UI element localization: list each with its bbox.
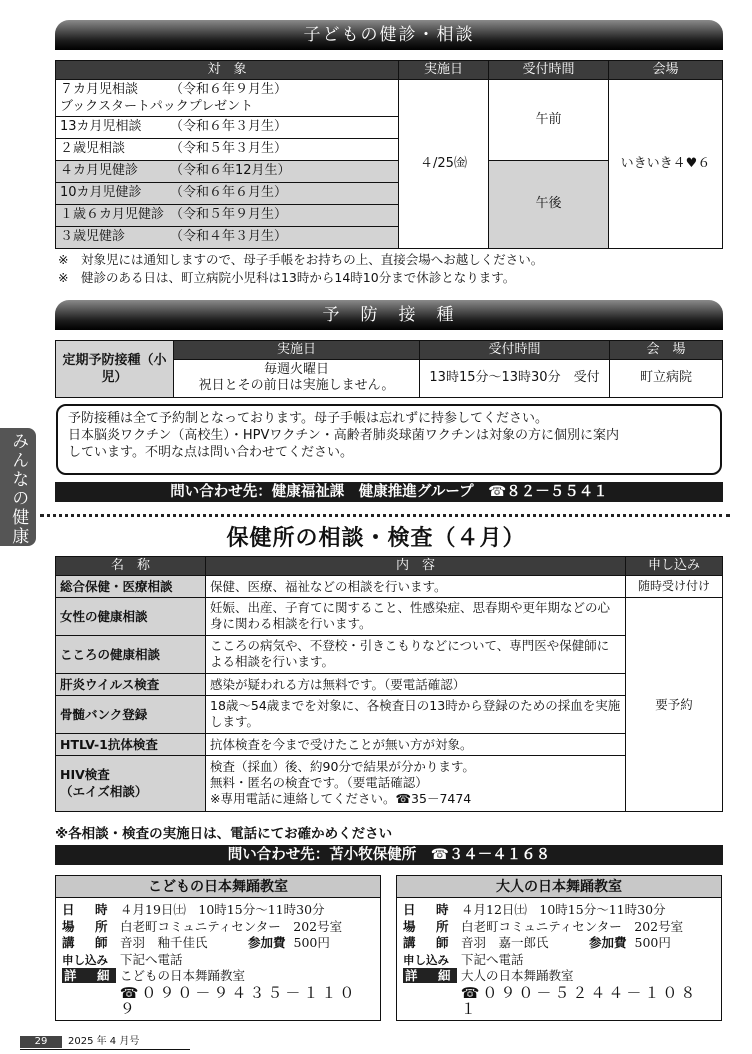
adult-dance-box <box>396 875 722 1021</box>
vaccine-section-banner: 予 防 接 種 <box>55 300 723 330</box>
row-extra: ブックスタートパックプレゼント <box>60 98 254 114</box>
table-row <box>56 116 399 138</box>
adult-dance-teacher: 音羽 嘉一郎氏 <box>461 935 549 950</box>
vaccine-time: 13時15分～13時30分 受付 <box>420 359 610 397</box>
hc-header-apply: 申し込み <box>626 557 723 576</box>
health-center-table <box>55 556 723 812</box>
hc-hiv-name: HIV検査 <box>60 767 110 783</box>
adult-dance-place: 白老町コミュニティセンター 202号室 <box>461 918 684 934</box>
side-tab: みんなの健康 <box>0 428 36 546</box>
venue: いきいき４♥６ <box>609 79 723 248</box>
label: 詳 細 <box>405 968 455 983</box>
label: 場 所 <box>403 918 453 934</box>
exam-date: ４/25㈮ <box>399 79 489 248</box>
hc-row-name: 総合保健・医療相談 <box>56 575 206 597</box>
label: 申し込み <box>403 952 449 967</box>
label: 講 師 <box>403 935 453 950</box>
row-birth: （令和４年３月生） <box>170 229 288 245</box>
hc-row-name: 女性の健康相談 <box>56 597 206 635</box>
hc-note: ※各相談・検査の実施日は、電話にてお確かめください <box>55 826 393 842</box>
issue-date: 2025 年 4 月号 <box>68 1036 140 1047</box>
hc-contact: 問い合わせ先：苫小牧保健所 ☎３４－４１６８ <box>55 845 723 865</box>
table-row <box>56 79 399 116</box>
vaccine-day-line2: 祝日とその前日は実施しません。 <box>198 378 395 394</box>
kids-note-2: ※ 健診のある日は、町立病院小児科は13時から14時10分まで休診となります。 <box>58 270 516 285</box>
table-row <box>56 160 399 182</box>
kids-schedule-table <box>55 60 723 249</box>
vaccine-info-line: しています。不明な点は問い合わせてください。 <box>68 445 353 460</box>
row-birth: （令和６年12月生） <box>170 163 291 179</box>
row-name: ２歳児相談 <box>60 141 126 157</box>
vaccine-info-line: 予防接種は全て予約制となっております。母子手帳は忘れずに持参してください。 <box>68 411 548 426</box>
vaccine-row-label: 定期予防接種（小児） <box>56 341 174 398</box>
hc-row-name: 肝炎ウイルス検査 <box>56 673 206 695</box>
vaccine-header-time: 受付時間 <box>420 341 610 360</box>
row-birth: （令和６年６月生） <box>170 185 288 201</box>
kids-dance-place: 白老町コミュニティセンター 202号室 <box>120 918 343 934</box>
vaccine-header-date: 実施日 <box>174 341 420 360</box>
hc-apply-reservation: 要予約 <box>626 597 723 811</box>
label: 参加費 <box>589 935 627 950</box>
vaccine-contact: 問い合わせ先：健康福祉課 健康推進グループ ☎８２－５５４１ <box>55 482 723 502</box>
hc-hiv-content2: 無料・匿名の検査です。（要電話確認） <box>210 775 428 791</box>
vaccine-info-line: 日本脳炎ワクチン（高校生）・HPVワクチン・高齢者肺炎球菌ワクチンは対象の方に個別に案内 <box>68 428 620 443</box>
hc-header-content: 内 容 <box>206 557 626 576</box>
label: 講 師 <box>62 935 112 950</box>
hc-hiv-content3: ※専用電話に連絡してください。☎35－7474 <box>210 791 472 807</box>
vaccine-info-box <box>56 404 722 475</box>
hc-row-name: こころの健康相談 <box>56 635 206 673</box>
hc-row-content: こころの病気や、不登校・引きこもりなどについて、専門医や保健師による相談を行います。 <box>206 635 626 673</box>
kids-dance-box <box>55 875 381 1021</box>
adult-dance-title: 大人の日本舞踊教室 <box>397 876 721 898</box>
kids-dance-teacher: 音羽 釉千佳氏 <box>120 935 208 950</box>
time-am: 午前 <box>489 79 609 160</box>
kids-dance-phone: ☎０９０－９４３５－１１０９ <box>119 983 358 1018</box>
adult-dance-phone: ☎０９０－５２４４－１０８１ <box>460 983 699 1018</box>
label: 場 所 <box>62 918 112 934</box>
label: 日 時 <box>62 902 112 917</box>
adult-dance-date: ４月12日㈯ 10時15分～11時30分 <box>461 902 666 917</box>
header-time: 受付時間 <box>489 61 609 80</box>
kids-dance-title: こどもの日本舞踊教室 <box>56 876 380 898</box>
hc-row-name: HTLV-1抗体検査 <box>56 733 206 755</box>
footer <box>20 1036 139 1048</box>
hc-row-name: 骨髄バンク登録 <box>56 695 206 733</box>
table-row <box>56 138 399 160</box>
vaccine-venue: 町立病院 <box>610 359 723 397</box>
page-number: 29 <box>20 1036 62 1048</box>
row-name: １歳６カ月児健診 <box>60 207 165 223</box>
hc-row-content: 18歳～54歳までを対象に、各検査日の13時から登録のための採血を実施します。 <box>206 695 626 733</box>
hc-row-content: 抗体検査を今まで受けたことが無い方が対象。 <box>206 733 626 755</box>
table-row <box>56 204 399 226</box>
kids-dance-detail: こどもの日本舞踊教室 <box>120 968 246 983</box>
hc-header-name: 名 称 <box>56 557 206 576</box>
header-venue: 会場 <box>609 61 723 80</box>
kids-dance-date: ４月19日㈯ 10時15分～11時30分 <box>120 902 325 917</box>
hc-row-name <box>56 755 206 811</box>
row-name: 13カ月児相談 <box>60 119 142 135</box>
hc-row-content: 保健、医療、福祉などの相談を行います。 <box>206 575 626 597</box>
vaccine-header-venue: 会 場 <box>610 341 723 360</box>
adult-dance-fee: 500円 <box>634 935 671 950</box>
hc-hiv-content1: 検査（採血）後、約90分で結果が分かります。 <box>210 759 475 775</box>
row-birth: （令和６年３月生） <box>170 119 288 135</box>
row-name: ７カ月児相談 <box>60 81 139 97</box>
row-name: 10カ月児健診 <box>60 185 142 201</box>
vaccine-table <box>55 340 723 398</box>
vaccine-day <box>174 359 420 397</box>
kids-note-1: ※ 対象児には通知しますので、母子手帳をお持ちの上、直接会場へお越しください。 <box>58 252 544 267</box>
label: 申し込み <box>62 952 108 967</box>
table-row <box>56 226 399 248</box>
dotted-divider <box>40 514 730 517</box>
health-center-title: 保健所の相談・検査（４月） <box>226 526 526 551</box>
row-birth: （令和５年３月生） <box>170 141 288 157</box>
kids-dance-fee: 500円 <box>293 935 330 950</box>
footer-rule <box>20 1049 190 1050</box>
row-name: ４カ月児健診 <box>60 163 139 179</box>
hc-row-content: 感染が疑われる方は無料です。（要電話確認） <box>206 673 626 695</box>
row-name: ３歳児健診 <box>60 229 126 245</box>
kids-section-banner: 子どもの健診・相談 <box>55 20 723 50</box>
hc-hiv-name2: （エイズ相談） <box>60 784 148 800</box>
row-birth: （令和５年９月生） <box>170 207 288 223</box>
label: 詳 細 <box>64 968 114 983</box>
header-target: 対 象 <box>56 61 399 80</box>
hc-apply-anytime: 随時受け付け <box>626 575 723 597</box>
adult-dance-detail: 大人の日本舞踊教室 <box>461 968 574 983</box>
header-date: 実施日 <box>399 61 489 80</box>
label: 参加費 <box>248 935 286 950</box>
row-birth: （令和６年９月生） <box>170 81 288 97</box>
adult-dance-apply: 下記へ電話 <box>461 951 524 967</box>
label: 日 時 <box>403 902 453 917</box>
time-pm: 午後 <box>489 160 609 248</box>
hc-row-content: 妊娠、出産、子育てに関すること、性感染症、思春期や更年期などの心身に関わる相談を行います。 <box>206 597 626 635</box>
vaccine-day-line1: 毎週火曜日 <box>263 362 329 378</box>
kids-dance-apply: 下記へ電話 <box>120 951 183 967</box>
hc-row-content <box>206 755 626 811</box>
table-row <box>56 182 399 204</box>
